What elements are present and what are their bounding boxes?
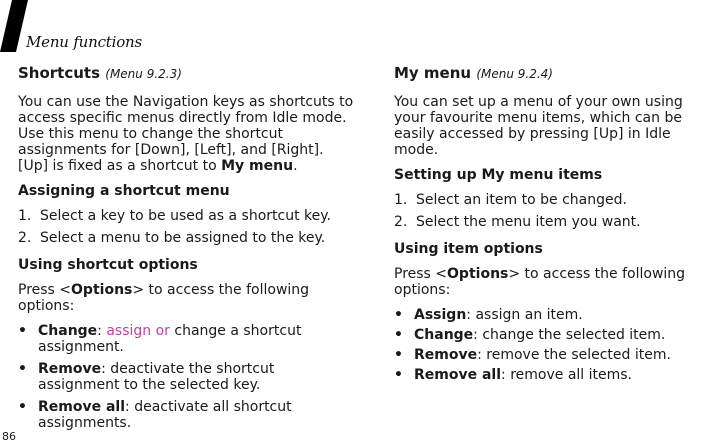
bullet: • <box>18 323 27 339</box>
option-desc: deactivate all shortcut assignments. <box>38 399 292 431</box>
list-item <box>18 361 358 393</box>
shortcuts-intro <box>18 94 358 174</box>
option-desc: remove the selected item. <box>486 347 671 363</box>
bullet: • <box>394 347 403 363</box>
page-number: 86 <box>2 430 16 443</box>
bullet: • <box>18 399 27 415</box>
item-options-list <box>394 307 718 383</box>
shortcuts-intro-text: You can use the Navigation keys as shortcuts to access specific menus directly from Idle mode. Use this menu to change the shortcut assignments for [Down], [Left], and [Right]. [Up] is fixed as a shortcut to <box>18 94 354 174</box>
bullet: • <box>394 367 403 383</box>
option-term: Assign <box>414 307 467 323</box>
shortcut-options-intro <box>18 282 358 314</box>
option-highlight: assign or <box>106 323 170 339</box>
press-prefix: Press < <box>18 282 72 298</box>
my-menu-heading <box>394 64 718 83</box>
options-key: Options <box>447 266 509 282</box>
step-number: 1. <box>394 192 408 208</box>
step-text: Select a menu to be assigned to the key. <box>40 230 326 246</box>
step-number: 1. <box>18 208 32 224</box>
bullet: • <box>18 361 27 377</box>
option-sep: : <box>477 347 487 363</box>
option-sep: : <box>473 327 483 343</box>
option-desc: change the selected item. <box>482 327 666 343</box>
shortcut-options-list <box>18 323 358 431</box>
step-text: Select a key to be used as a shortcut key. <box>40 208 331 224</box>
list-item <box>18 230 358 246</box>
shortcuts-menu-ref: (Menu 9.2.3) <box>105 67 182 81</box>
option-desc: assign an item. <box>475 307 583 323</box>
option-term: Remove <box>38 361 102 377</box>
option-term: Change <box>414 327 474 343</box>
option-sep: : <box>466 307 476 323</box>
my-menu-ref: My menu <box>221 158 294 174</box>
assigning-steps <box>18 208 358 246</box>
header-accent-bar <box>0 0 28 52</box>
my-menu-title: My menu <box>394 64 472 82</box>
option-term: Remove all <box>38 399 126 415</box>
bullet: • <box>394 327 403 343</box>
list-item <box>18 208 358 224</box>
step-number: 2. <box>18 230 32 246</box>
option-term: Remove <box>414 347 478 363</box>
list-item <box>394 214 718 230</box>
list-item <box>394 367 718 383</box>
step-text: Select the menu item you want. <box>416 214 641 230</box>
option-term: Remove all <box>414 367 502 383</box>
option-desc: change a shortcut assignment. <box>38 323 302 355</box>
shortcuts-title: Shortcuts <box>18 64 101 82</box>
shortcuts-heading <box>18 64 358 83</box>
option-sep: : <box>97 323 107 339</box>
my-menu-section <box>394 64 718 387</box>
intro-end: . <box>293 158 298 174</box>
options-key: Options <box>71 282 133 298</box>
list-item <box>394 347 718 363</box>
my-menu-ref-number: (Menu 9.2.4) <box>476 67 553 81</box>
assigning-heading: Assigning a shortcut menu <box>18 183 230 199</box>
option-desc: remove all items. <box>510 367 632 383</box>
option-sep: : <box>125 399 135 415</box>
list-item <box>18 323 358 355</box>
option-sep: : <box>501 367 511 383</box>
option-sep: : <box>101 361 111 377</box>
setting-up-heading: Setting up My menu items <box>394 167 603 183</box>
press-suffix: > to access the following options: <box>394 266 686 298</box>
step-number: 2. <box>394 214 408 230</box>
option-desc: deactivate the shortcut assignment to the selected key. <box>38 361 275 393</box>
shortcut-options-heading: Using shortcut options <box>18 257 198 273</box>
list-item <box>394 307 718 323</box>
list-item <box>394 192 718 208</box>
press-suffix: > to access the following options: <box>18 282 310 314</box>
list-item <box>394 327 718 343</box>
page-header-title: Menu functions <box>26 33 143 51</box>
list-item <box>18 399 358 431</box>
my-menu-intro: You can set up a menu of your own using your favourite menu items, which can be easily accessed by pressing [Up] in Idle mode. <box>394 94 683 158</box>
item-options-intro <box>394 266 718 298</box>
shortcuts-section <box>18 64 358 437</box>
option-term: Change <box>38 323 98 339</box>
press-prefix: Press < <box>394 266 448 282</box>
step-text: Select an item to be changed. <box>416 192 627 208</box>
bullet: • <box>394 307 403 323</box>
setting-steps <box>394 192 718 230</box>
item-options-heading: Using item options <box>394 241 543 257</box>
